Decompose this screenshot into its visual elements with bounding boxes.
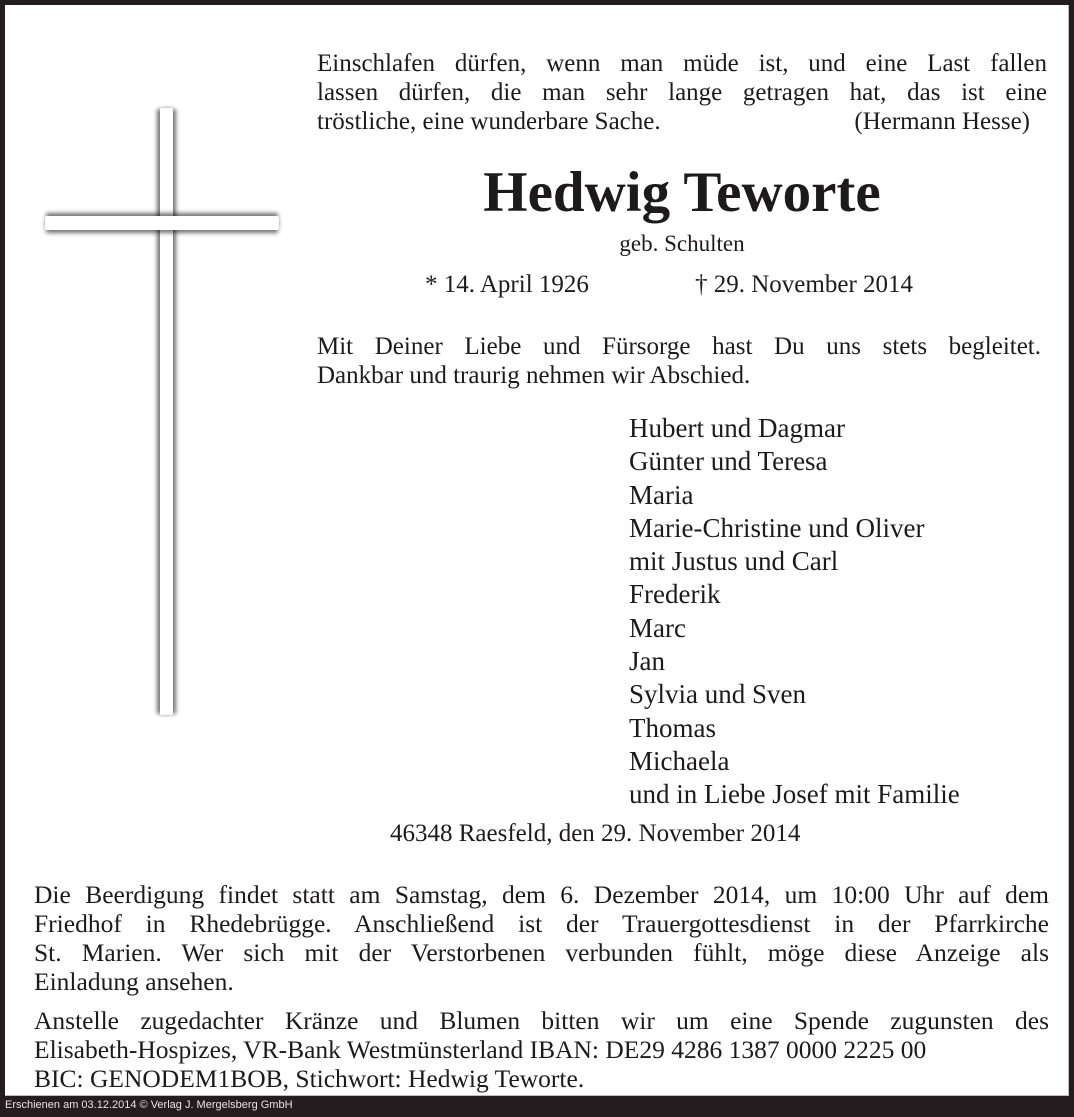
epigraph-quote <box>317 49 1047 136</box>
death-date: † 29. November 2014 <box>695 271 914 298</box>
cross-center <box>160 216 173 230</box>
quote-line: Einschlafen dürfen, wenn man müde ist, und eine Last fallen <box>317 50 1047 77</box>
birth-date: * 14. April 1926 <box>425 271 589 298</box>
burial-line: Die Beerdigung findet statt am Samstag, dem 6. Dezember 2014, um 10:00 Uhr auf dem <box>34 880 1049 909</box>
message-line: Dankbar und traurig nehmen wir Abschied. <box>317 362 751 389</box>
mourner: Marc <box>629 612 686 643</box>
quote-author: (Hermann Hesse) <box>854 108 1030 135</box>
mourner: Hubert und Dagmar <box>629 413 845 443</box>
mourner: Sylvia und Sven <box>629 679 807 710</box>
mourner: Maria <box>629 479 694 510</box>
deceased-name: Hedwig Teworte <box>483 161 881 224</box>
quote-line: lassen dürfen, die man sehr lange getragen hat, das ist eine <box>317 79 1047 106</box>
maiden-name: geb. Schulten <box>619 231 745 256</box>
message-line: Mit Deiner Liebe und Fürsorge hast Du uns stets begleitet. <box>317 333 1041 360</box>
donation-info <box>34 1006 1049 1093</box>
mourner: mit Justus und Carl <box>629 546 839 577</box>
mourner: Günter und Teresa <box>629 446 828 477</box>
mourners-list <box>629 412 960 812</box>
mourner: Marie-Christine und Oliver <box>629 512 925 543</box>
farewell-message <box>317 332 1041 390</box>
publication-footer: Erschienen am 03.12.2014 © Verlag J. Mergelsberg GmbH <box>5 1099 293 1111</box>
burial-info <box>34 880 1049 996</box>
obituary-notice <box>5 5 1069 1096</box>
donation-line: Elisabeth-Hospizes, VR-Bank Westmünsterland IBAN: DE29 4286 1387 0000 2225 00 <box>34 1035 927 1064</box>
mourner: Michaela <box>629 745 730 776</box>
burial-line: Friedhof in Rhedebrügge. Anschließend ist der Trauergottesdienst in der Pfarrkirche <box>34 909 1049 938</box>
mourner: Frederik <box>629 579 721 610</box>
place-and-date: 46348 Raesfeld, den 29. November 2014 <box>390 820 801 847</box>
mourner: Jan <box>629 646 665 677</box>
mourner: und in Liebe Josef mit Familie <box>629 779 960 810</box>
quote-line: tröstliche, eine wunderbare Sache. <box>317 108 661 135</box>
cross-vertical-beam <box>160 108 173 715</box>
mourner: Thomas <box>629 712 716 743</box>
donation-line: Anstelle zugedachter Kränze und Blumen bitten wir um eine Spende zugunsten des <box>34 1006 1049 1035</box>
burial-line: Einladung ansehen. <box>34 967 234 996</box>
donation-line: BIC: GENODEM1BOB, Stichwort: Hedwig Teworte. <box>34 1064 585 1093</box>
burial-line: St. Marien. Wer sich mit der Verstorbenen verbunden fühlt, möge diese Anzeige als <box>34 938 1049 967</box>
